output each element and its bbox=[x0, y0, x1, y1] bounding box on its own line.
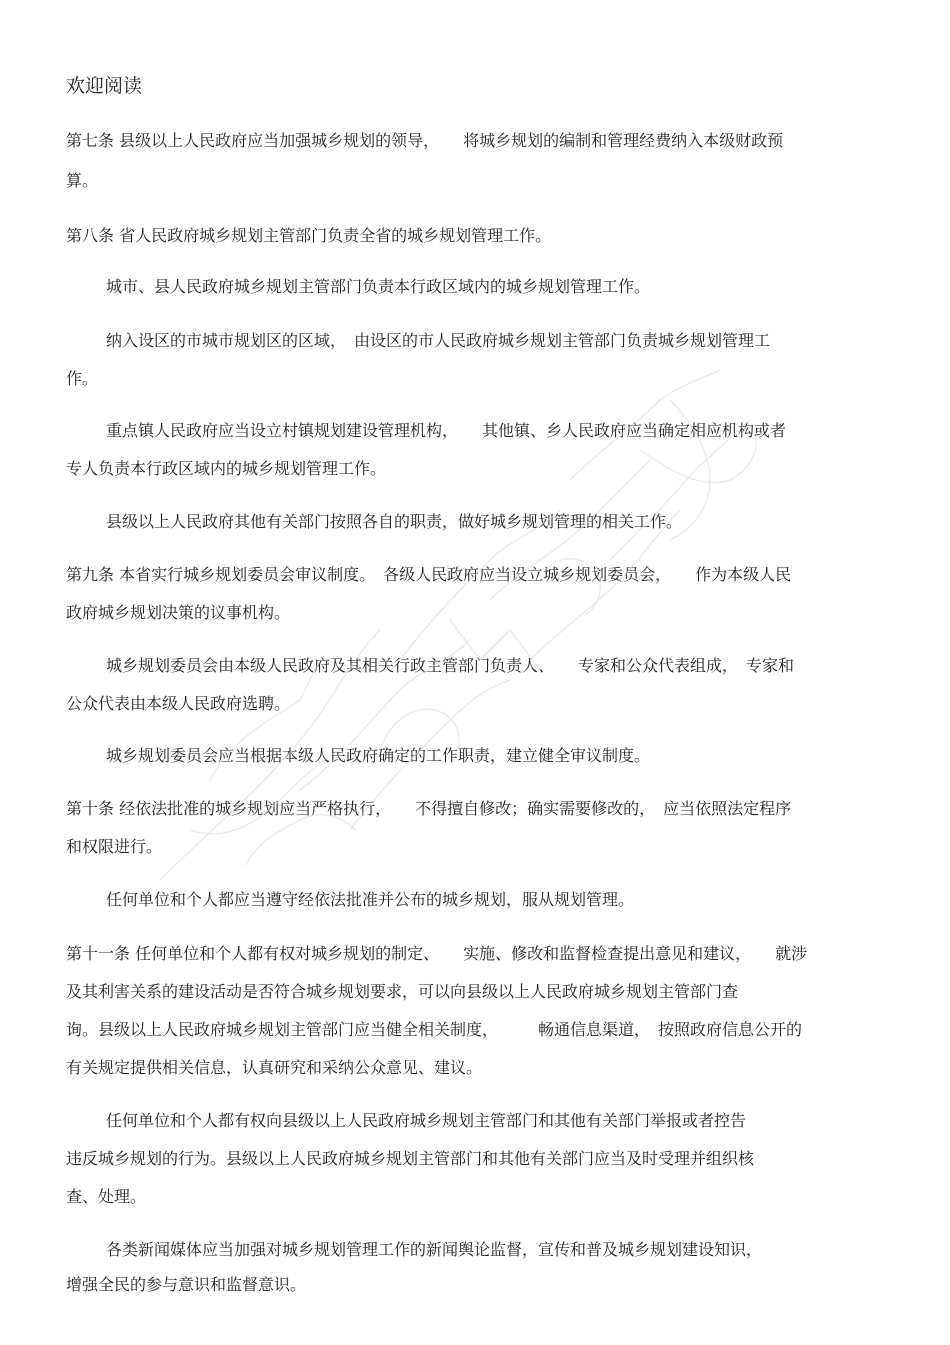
text-line: 第十条 经依法批准的城乡规划应当严格执行， 不得擅自修改；确实需要修改的， 应当依照法定程序 bbox=[66, 799, 792, 818]
text-line: 任何单位和个人都应当遵守经依法批准并公布的城乡规划，服从规划管理。 bbox=[106, 890, 635, 909]
text-line: 查、处理。 bbox=[66, 1187, 147, 1206]
text-line: 及其利害关系的建设活动是否符合城乡规划要求，可以向县级以上人民政府城乡规划主管部门查 bbox=[66, 982, 739, 1001]
text-line: 公众代表由本级人民政府选聘。 bbox=[66, 694, 291, 713]
text-line: 有关规定提供相关信息，认真研究和采纳公众意见、建议。 bbox=[66, 1058, 483, 1077]
text-line: 县级以上人民政府其他有关部门按照各自的职责，做好城乡规划管理的相关工作。 bbox=[106, 512, 683, 531]
text-line: 城乡规划委员会应当根据本级人民政府确定的工作职责，建立健全审议制度。 bbox=[106, 746, 651, 765]
text-line: 重点镇人民政府应当设立村镇规划建设管理机构， 其他镇、乡人民政府应当确定相应机构或者 bbox=[106, 421, 787, 440]
text-line: 询。县级以上人民政府城乡规划主管部门应当健全相关制度， 畅通信息渠道， 按照政府信息公开的 bbox=[66, 1020, 803, 1039]
text-line: 专人负责本行政区域内的城乡规划管理工作。 bbox=[66, 459, 387, 478]
text-line: 纳入设区的市城市规划区的区域， 由设区的市人民政府城乡规划主管部门负责城乡规划管理工 bbox=[106, 331, 771, 350]
text-line: 作。 bbox=[66, 369, 99, 388]
text-line: 城市、县人民政府城乡规划主管部门负责本行政区域内的城乡规划管理工作。 bbox=[106, 277, 651, 296]
text-line: 第七条 县级以上人民政府应当加强城乡规划的领导， 将城乡规划的编制和管理经费纳入本级财政预 bbox=[66, 131, 784, 150]
text-line: 违反城乡规划的行为。县级以上人民政府城乡规划主管部门和其他有关部门应当及时受理并组织核 bbox=[66, 1149, 755, 1168]
text-line: 各类新闻媒体应当加强对城乡规划管理工作的新闻舆论监督，宣传和普及城乡规划建设知识， bbox=[106, 1240, 763, 1259]
text-line: 政府城乡规划决策的议事机构。 bbox=[66, 603, 291, 622]
text-line: 第八条 省人民政府城乡规划主管部门负责全省的城乡规划管理工作。 bbox=[66, 226, 552, 245]
text-line: 城乡规划委员会由本级人民政府及其相关行政主管部门负责人、 专家和公众代表组成， 专家和 bbox=[106, 656, 795, 675]
text-line: 第十一条 任何单位和个人都有权对城乡规划的制定、 实施、修改和监督检查提出意见和建议， 就涉 bbox=[66, 944, 808, 963]
text-line: 和权限进行。 bbox=[66, 837, 163, 856]
text-line: 算。 bbox=[66, 171, 99, 190]
text-line: 增强全民的参与意识和监督意识。 bbox=[66, 1275, 307, 1294]
text-line: 任何单位和个人都有权向县级以上人民政府城乡规划主管部门和其他有关部门举报或者控告 bbox=[106, 1111, 747, 1130]
page-title: 欢迎阅读 bbox=[66, 75, 143, 97]
text-line: 第九条 本省实行城乡规划委员会审议制度。 各级人民政府应当设立城乡规划委员会， 作为本级人民 bbox=[66, 565, 792, 584]
watermark-graphic bbox=[150, 360, 770, 920]
